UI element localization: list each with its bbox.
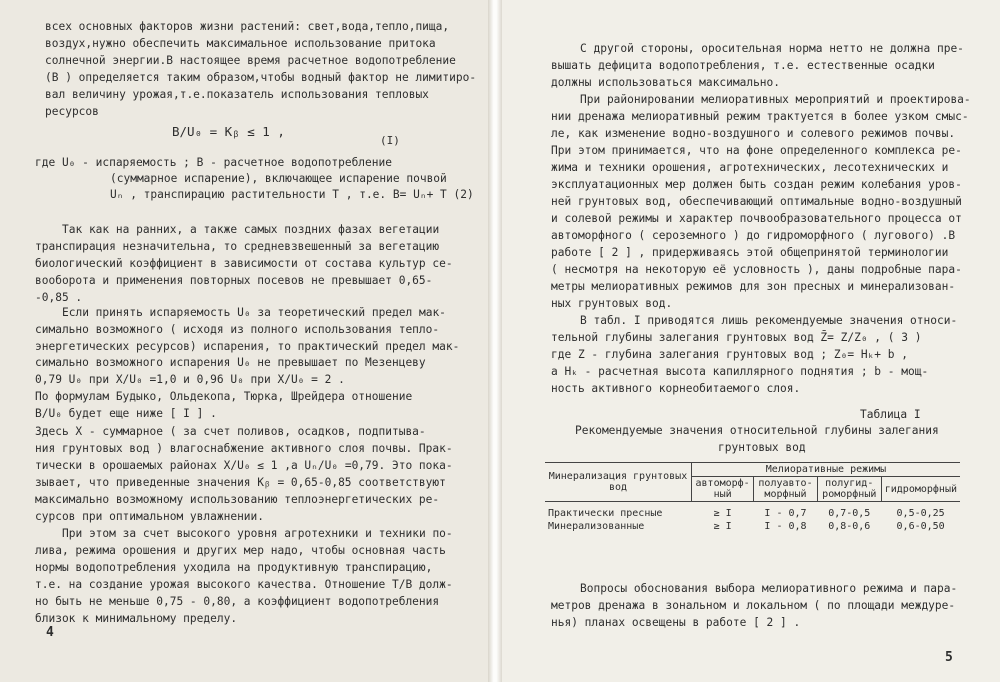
formula-1: В/U₀ = Kᵦ ≤ 1 , (172, 124, 285, 139)
table-row-label: Практически пресные (548, 508, 663, 519)
text-line: работе [ 2 ] , придерживаясь этой общепринятой терминологии (551, 246, 949, 259)
text-line: С другой стороны, оросительная норма нетто не должна пре- (580, 42, 964, 55)
text-line: тельной глубины залегания грунтовых вод Z̄= Z/Z₀ , ( 3 ) (551, 331, 922, 344)
table-cell: 0,8-0,6 (828, 521, 871, 532)
text-line: вал величину урожая,т.е.показатель использования тепловых (45, 88, 429, 101)
table-title-line: Рекомендуемые значения относительной глубины залегания (575, 424, 939, 437)
text-line: сурсов при оптимальном увлажнении. (35, 510, 265, 523)
text-line: симально возможного испарения U₀ не превышает по Мезенцеву (35, 356, 426, 369)
text-line: симально возможного ( исходя из полного использования тепло- (35, 323, 440, 336)
text-line: солнечной энергии.В настоящее время расчетное водопотребление (45, 54, 456, 67)
text-line: ле, как изменение водно-воздушного и солевого режимов почвы. (551, 127, 956, 140)
text-line: жима и техники орошения, агротехнических, лесотехнических и (551, 161, 949, 174)
text-line: (В ) определяется таким образом,чтобы водный фактор не лимитиро- (45, 71, 477, 84)
text-line: (суммарное испарение), включающее испарение почвой (110, 172, 447, 185)
text-line: ных грунтовых вод. (551, 297, 673, 310)
text-line: где U₀ - испаряемость ; В - расчетное водопотребление (35, 156, 392, 169)
table-cell: I - 0,8 (764, 521, 807, 532)
table-label: Таблица I (860, 408, 921, 421)
text-line: нии дренажа мелиоративный режим трактуется в более узком смыс- (551, 110, 969, 123)
text-line: Если принять испаряемость U₀ за теоретический предел мак- (62, 306, 446, 319)
text-line: эксплуатационных мер должен быть создан режим колебания уров- (551, 178, 962, 191)
text-line: Uₙ , транспирацию растительности T , т.е. В= Uₙ+ T (2) (110, 188, 474, 201)
text-line: По формулам Будыко, Ольдекопа, Тюрка, Шрейдера отношение (35, 390, 413, 403)
formula-number: (I) (380, 134, 400, 147)
text-line: При этом за счет высокого уровня агротехники и техники по- (62, 527, 453, 540)
text-line: должны использоваться максимально. (551, 76, 781, 89)
table-col-header: полугид-роморфный (817, 477, 881, 502)
text-line: лива, режима орошения и других мер надо, чтобы основная часть (35, 544, 446, 557)
text-line: метров дренажа в зональном и локальном ( по площади междурe- (551, 599, 956, 612)
table-cell: 0,6-0,50 (896, 521, 945, 532)
page-number-right: 5 (945, 650, 953, 665)
text-line: вооборота и применения повторных посевов не превышает 0,65- (35, 274, 433, 287)
text-line: ней грунтовых вод, обеспечивающий оптимальные водно-воздушный (551, 195, 962, 208)
text-line: т.е. на создание урожая высокого качества. Отношение T/B долж- (35, 578, 453, 591)
text-line: ресурсов (45, 105, 99, 118)
text-line: вышать дефицита водопотребления, т.е. естественные осадки (551, 59, 935, 72)
table-cell: I - 0,7 (764, 508, 807, 519)
text-line: энергетических ресурсов) испарения, то практический предел мак- (35, 340, 460, 353)
table-cell: 0,5-0,25 (896, 508, 945, 519)
text-line: Вопросы обоснования выбора мелиоративного режима и пара- (580, 582, 958, 595)
table-cell: 0,7-0,5 (828, 508, 871, 519)
table-row (545, 520, 960, 533)
recommendation-table (545, 462, 960, 533)
text-line: зывает, что приведенные значения Kᵦ = 0,65-0,85 соответствуют (35, 476, 446, 489)
page-number-left: 4 (46, 625, 54, 640)
text-line: тически в орошаемых районах X/U₀ ≤ 1 ,а Uₙ/U₀ =0,79. Это пока- (35, 459, 453, 472)
table-cell: ≥ I (713, 521, 732, 532)
text-line: нормы водопотребления уходила на продуктивную транспирацию, (35, 561, 433, 574)
text-line: и солевой режимы и характер почвообразовательного процесса от (551, 212, 962, 225)
table-col-header: полуавто-морфный (754, 477, 818, 502)
text-line: ния грунтовых вод ) влагоснабжение активного слоя почвы. Прак- (35, 442, 453, 455)
text-line: воздух,нужно обеспечить максимальное использование притока (45, 37, 436, 50)
text-line: метры мелиоративных режимов для зон пресных и минерализован- (551, 280, 956, 293)
table-header-first: Минерализация грунтовых вод (545, 463, 692, 502)
text-line: 0,79 U₀ при X/U₀ =1,0 и 0,96 U₀ при X/U₀ = 2 . (35, 373, 345, 386)
book-gutter (488, 0, 502, 682)
text-line: транспирация незначительна, то средневзвешенный за вегетацию (35, 240, 440, 253)
text-line: биологический коэффициент в зависимости от состава культур се- (35, 257, 453, 270)
table-col-header: гидроморфный (881, 477, 960, 502)
text-line: где Z - глубина залегания грунтовых вод ; Z₀= Hₖ+ b , (551, 348, 908, 361)
text-line: но быть не меньше 0,75 - 0,80, а коэффициент водопотребления (35, 595, 440, 608)
text-line: Здесь X - суммарное ( за счет поливов, осадков, подпитыва- (35, 425, 426, 438)
text-line: ( несмотря на некоторую её условность ), даны подробные пара- (551, 263, 962, 276)
text-line: Так как на ранних, а также самых поздних фазах вегетации (62, 223, 440, 236)
text-line: автоморфного ( сероземного ) до гидроморфного ( лугового) .В (551, 229, 956, 242)
text-line: всех основных факторов жизни растений: свет,вода,тепло,пища, (45, 20, 450, 33)
table-cell: ≥ I (713, 508, 732, 519)
text-line: нья) планах освещены в работе [ 2 ] . (551, 616, 801, 629)
text-line: При этом принимается, что на фоне определенного комплекса ре- (551, 144, 962, 157)
text-line: ность активного корнеобитаемого слоя. (551, 382, 801, 395)
table-row (545, 502, 960, 521)
text-line: -0,85 . (35, 291, 83, 304)
text-line: а Hₖ - расчетная высота капиллярного поднятия ; b - мощ- (551, 365, 929, 378)
table-title-line: грунтовых вод (718, 441, 806, 454)
text-line: В табл. I приводятся лишь рекомендуемые значения относи- (580, 314, 958, 327)
table-row-label: Минерализованные (548, 521, 645, 532)
text-line: В/U₀ будет еще ниже [ I ] . (35, 407, 217, 420)
text-line: близок к минимальному пределу. (35, 612, 238, 625)
text-line: максимально возможному использованию теплоэнергетических ре- (35, 493, 440, 506)
table-col-header: автоморф-ный (692, 477, 754, 502)
table-group-header: Мелиоративные режимы (692, 463, 961, 477)
text-line: При районировании мелиоративных мероприятий и проектирова- (580, 93, 971, 106)
